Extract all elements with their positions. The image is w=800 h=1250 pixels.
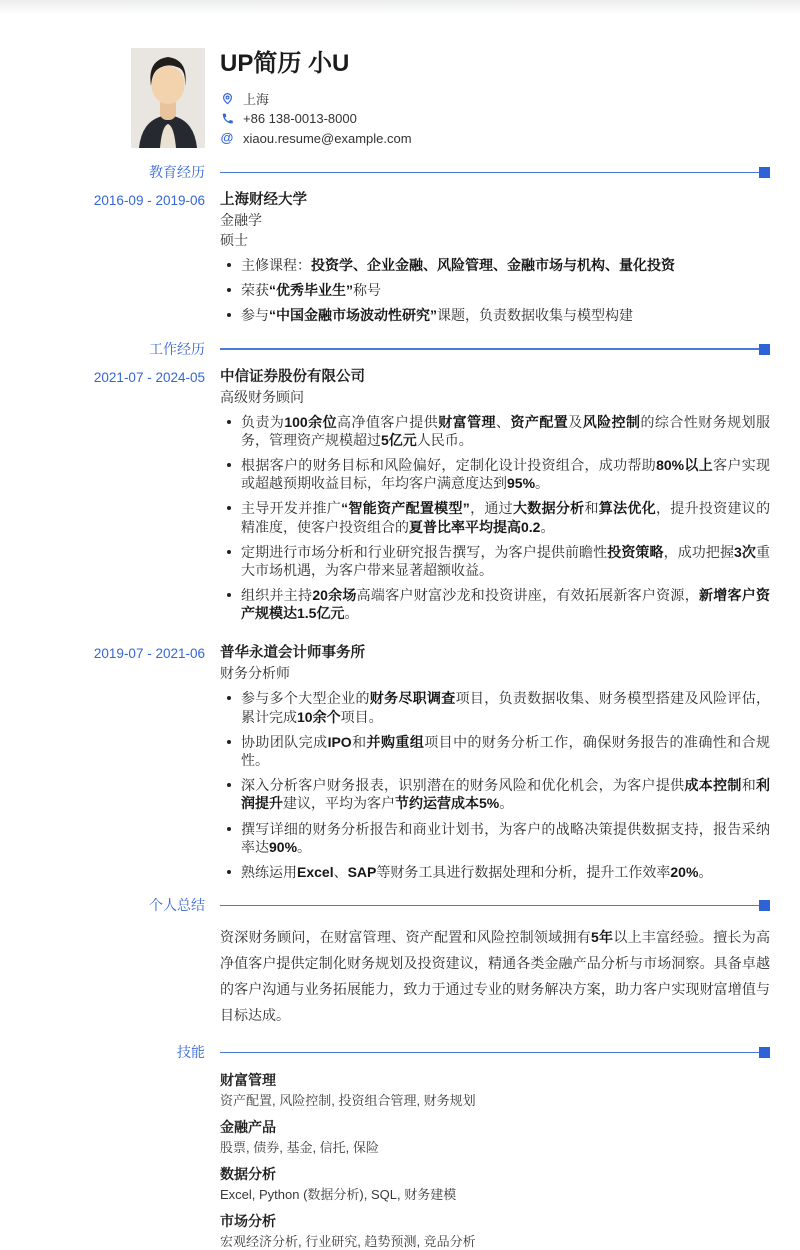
summary-row (0, 924, 800, 1028)
bullet-item: 熟练运用Excel、SAP等财务工具进行数据处理和分析，提升工作效率20%。 (220, 863, 770, 881)
section-header-education (0, 164, 800, 181)
section-header-skills (0, 1044, 800, 1061)
section-rule-end-square (759, 900, 770, 911)
work-bullet-list (220, 689, 770, 881)
company-name: 中信证券股份有限公司 (220, 368, 365, 385)
page-top-shadow (0, 0, 800, 14)
section-header-summary (0, 897, 800, 914)
education-bullet-list (220, 256, 770, 325)
section-rule (220, 897, 770, 914)
company-name: 普华永道会计师事务所 (220, 645, 365, 662)
work-bullet-list (220, 413, 770, 623)
section-rule-line (220, 348, 759, 350)
section-work (0, 341, 800, 882)
skill-group-items: 宏观经济分析, 行业研究, 趋势预测, 竞品分析 (220, 1234, 476, 1250)
skill-group-items: Excel, Python (数据分析), SQL, 财务建模 (220, 1187, 457, 1203)
skill-group (220, 1071, 770, 1109)
skill-group-name: 财富管理 (220, 1072, 276, 1089)
job-title: 高级财务顾问 (220, 388, 304, 405)
major-name: 金融学 (220, 212, 262, 228)
section-title-work: 工作经历 (149, 340, 205, 357)
section-rule-line (220, 1052, 759, 1054)
section-rule-line (220, 172, 759, 174)
section-title-education: 教育经历 (149, 164, 205, 180)
education-date-range: 2016-09 - 2019-06 (93, 193, 205, 208)
section-education (0, 164, 800, 325)
avatar-placeholder-graphic (131, 48, 205, 148)
summary-paragraph: 资深财务顾问，在财富管理、资产配置和风险控制领域拥有5年以上丰富经验。擅长为高净值客户提供定制化财务规划及投资建议，精通各类金融产品分析与市场洞察。具备卓越的客户沟通与业务拓展能力，致力于通过专业的财务解决方案，助力客户实现财富增值与目标达成。 (220, 929, 770, 1024)
section-rule-end-square (759, 1047, 770, 1058)
bullet-item: 荣获“优秀毕业生”称号 (220, 281, 770, 299)
candidate-name: UP简历 小U (220, 50, 350, 77)
bullet-item: 协助团队完成IPO和并购重组项目中的财务分析工作，确保财务报告的准确性和合规性。 (220, 733, 770, 769)
at-icon: @ (220, 130, 234, 145)
section-title-skills: 技能 (177, 1044, 205, 1061)
section-rule (220, 164, 770, 181)
skill-group (220, 1212, 770, 1250)
bullet-item: 组织并主持20余场高端客户财富沙龙和投资讲座，有效拓展新客户资源，新增客户资产规模达1.5亿元。 (220, 586, 770, 622)
skill-group (220, 1165, 770, 1203)
photo-column (0, 48, 205, 148)
skill-group (220, 1118, 770, 1156)
education-entry-body (220, 191, 770, 325)
skills-list (220, 1071, 770, 1250)
skill-group-name: 金融产品 (220, 1119, 276, 1136)
work-entry-2 (0, 644, 800, 881)
bullet-item: 定期进行市场分析和行业研究报告撰写，为客户提供前瞻性投资策略，成功把握3次重大市场机遇，为客户带来显著超额收益。 (220, 543, 770, 579)
bullet-item: 主修课程：投资学、企业金融、风险管理、金融市场与机构、量化投资 (220, 256, 770, 274)
section-rule-end-square (759, 167, 770, 178)
contact-phone-text: +86 138-0013-8000 (243, 110, 357, 126)
work-entry-body (220, 368, 770, 623)
school-name: 上海财经大学 (220, 192, 307, 208)
bullet-item: 负责为100余位高净值客户提供财富管理、资产配置及风险控制的综合性财务规划服务，管理资产规模超过5亿元人民币。 (220, 413, 770, 449)
work-date-range: 2021-07 - 2024-05 (93, 369, 205, 385)
section-rule-line (220, 905, 759, 907)
work-date-range: 2019-07 - 2021-06 (93, 646, 205, 662)
section-header-work (0, 341, 800, 358)
job-title: 财务分析师 (220, 665, 290, 682)
education-entry (0, 191, 800, 325)
bullet-item: 根据客户的财务目标和风险偏好，定制化设计投资组合，成功帮助80%以上客户实现或超越预期收益目标，年均客户满意度达到95%。 (220, 456, 770, 492)
skill-group-items: 股票, 债券, 基金, 信托, 保险 (220, 1140, 379, 1156)
skill-group-name: 市场分析 (220, 1213, 276, 1230)
bullet-item: 深入分析客户财务报表，识别潜在的财务风险和优化机会，为客户提供成本控制和利润提升建议，平均为客户节约运营成本5%。 (220, 776, 770, 812)
section-rule (220, 1044, 770, 1061)
contact-phone (220, 108, 770, 128)
section-rule-end-square (759, 344, 770, 355)
skills-row (0, 1071, 800, 1250)
section-rule (220, 341, 770, 358)
work-entry-body (220, 644, 770, 881)
section-summary (0, 897, 800, 1028)
contact-email (220, 128, 770, 148)
section-title-summary: 个人总结 (149, 897, 205, 914)
work-entry-1 (0, 368, 800, 623)
profile-photo (131, 48, 205, 148)
degree-name: 硕士 (220, 232, 248, 248)
phone-icon (220, 111, 234, 125)
resume-header (0, 48, 800, 148)
skill-group-name: 数据分析 (220, 1166, 276, 1183)
location-pin-icon (220, 91, 234, 105)
bullet-item: 参与多个大型企业的财务尽职调查项目，负责数据收集、财务模型搭建及风险评估，累计完成10余个项目。 (220, 689, 770, 725)
bullet-item: 参与“中国金融市场波动性研究”课题，负责数据收集与模型构建 (220, 306, 770, 324)
contact-email-text: xiaou.resume@example.com (243, 130, 412, 146)
skill-group-items: 资产配置, 风险控制, 投资组合管理, 财务规划 (220, 1093, 476, 1109)
bullet-item: 主导开发并推广“智能资产配置模型”，通过大数据分析和算法优化，提升投资建议的精准度，使客户投资组合的夏普比率平均提高0.2。 (220, 499, 770, 535)
contact-location (220, 88, 770, 108)
contact-location-text: 上海 (243, 91, 270, 107)
section-skills (0, 1044, 800, 1250)
bullet-item: 撰写详细的财务分析报告和商业计划书，为客户的战略决策提供数据支持，报告采纳率达90%。 (220, 820, 770, 856)
header-info (220, 48, 770, 148)
